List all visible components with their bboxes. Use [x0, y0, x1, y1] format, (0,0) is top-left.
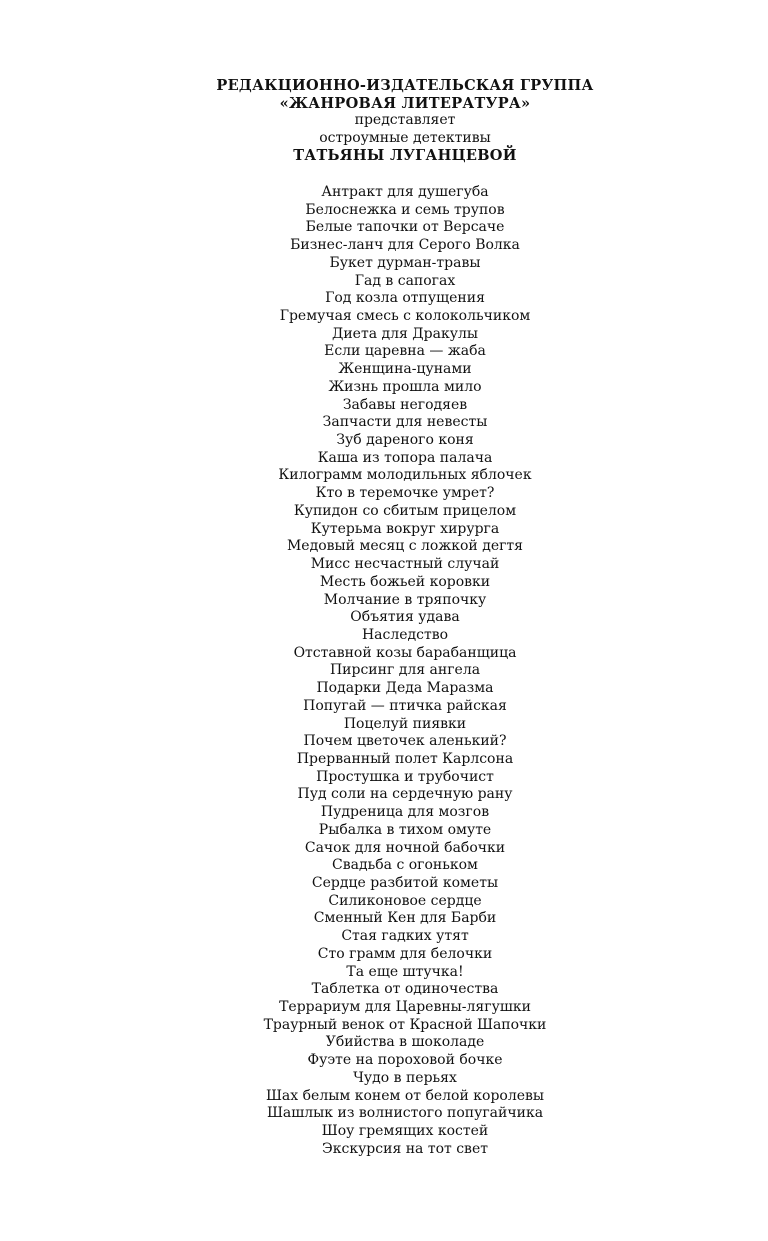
- book-title: Попугай — птичка райская: [303, 697, 507, 714]
- book-title: Сачок для ночной бабочки: [304, 839, 506, 856]
- book-title: Белоснежка и семь трупов: [305, 201, 505, 218]
- book-title: Чудо в перьях: [353, 1069, 457, 1086]
- book-title: Жизнь прошла мило: [328, 378, 482, 395]
- book-title: Пудреница для мозгов: [320, 804, 490, 821]
- book-title: Почем цветочек аленький?: [303, 733, 507, 750]
- book-title: Купидон со сбитым прицелом: [293, 502, 517, 519]
- genre-text: остроумные детективы: [319, 129, 491, 146]
- book-title: Та еще штучка!: [346, 963, 464, 980]
- book-title: Мисс несчастный случай: [310, 556, 500, 573]
- book-title: Зуб дареного коня: [336, 432, 474, 449]
- publisher-line-1: РЕДАКЦИОННО-ИЗДАТЕЛЬСКАЯ ГРУППА: [216, 77, 594, 94]
- book-title: Каша из топора палача: [317, 449, 493, 466]
- book-title: Сто грамм для белочки: [317, 945, 493, 962]
- book-title: Шашлык из волнистого попугайчика: [266, 1105, 544, 1122]
- book-title: Гремучая смесь с колокольчиком: [279, 308, 531, 324]
- book-title: Террариум для Царевны-лягушки: [279, 999, 531, 1016]
- book-title: Фуэте на пороховой бочке: [307, 1052, 503, 1069]
- book-title: Сменный Кен для Барби: [313, 910, 497, 927]
- book-title: Килограмм молодильных яблочек: [278, 467, 532, 484]
- book-title: Объятия удава: [350, 609, 460, 626]
- book-title: Год козла отпущения: [325, 290, 485, 307]
- book-title: Таблетка от одиночества: [311, 981, 499, 998]
- book-title: Отставной козы барабанщица: [293, 644, 517, 661]
- book-title-list: [0, 184, 768, 1159]
- book-title: Букет дурман-травы: [329, 254, 481, 271]
- book-title: Молчание в тряпочку: [323, 591, 487, 608]
- book-title: Медовый месяц с ложкой дегтя: [286, 538, 524, 555]
- book-title: Сердце разбитой кометы: [311, 875, 499, 891]
- publisher-line-2: «ЖАНРОВАЯ ЛИТЕРАТУРА»: [279, 94, 531, 112]
- book-title: Если царевна — жаба: [324, 343, 486, 360]
- book-title: Экскурсия на тот свет: [322, 1140, 488, 1157]
- book-title: Забавы негодяев: [342, 396, 468, 413]
- presents-text: представляет: [354, 112, 456, 129]
- document-page: [0, 77, 768, 1159]
- book-title: Шах белым конем от белой королевы: [265, 1087, 545, 1104]
- book-title: Антракт для душегуба: [321, 183, 489, 200]
- book-title: Рыбалка в тихом омуте: [318, 821, 492, 838]
- book-title: Бизнес-ланч для Серого Волка: [290, 237, 520, 254]
- book-title: Силиконовое сердце: [328, 892, 482, 909]
- book-title: Диета для Дракулы: [331, 325, 479, 342]
- book-title: Запчасти для невесты: [322, 414, 488, 431]
- book-title: Траурный венок от Красной Шапочки: [263, 1016, 547, 1033]
- book-title: Убийства в шоколаде: [325, 1034, 485, 1051]
- book-title: Шоу гремящих костей: [321, 1123, 489, 1140]
- book-title: Белые тапочки от Версаче: [305, 219, 505, 236]
- book-title: Простушка и трубочист: [316, 768, 494, 785]
- author-name: ТАТЬЯНЫ ЛУГАНЦЕВОЙ: [293, 147, 517, 165]
- book-title: Гад в сапогах: [354, 272, 456, 289]
- book-title: Свадьба с огоньком: [332, 857, 478, 874]
- book-title: Кто в теремочке умрет?: [315, 485, 495, 502]
- book-title: Пуд соли на сердечную рану: [297, 786, 513, 803]
- book-title: Женщина-цунами: [338, 361, 472, 378]
- book-title: Прерванный полет Карлсона: [296, 750, 514, 767]
- book-title: Месть божьей коровки: [319, 573, 491, 590]
- book-title: Поцелуй пиявки: [343, 715, 467, 732]
- book-title: Подарки Деда Маразма: [316, 680, 494, 697]
- book-title: Пирсинг для ангела: [329, 662, 481, 679]
- book-title: Кутерьма вокруг хирурга: [310, 520, 500, 537]
- book-title: Наследство: [361, 626, 449, 643]
- header: [0, 77, 768, 165]
- book-title: Стая гадких утят: [341, 928, 469, 945]
